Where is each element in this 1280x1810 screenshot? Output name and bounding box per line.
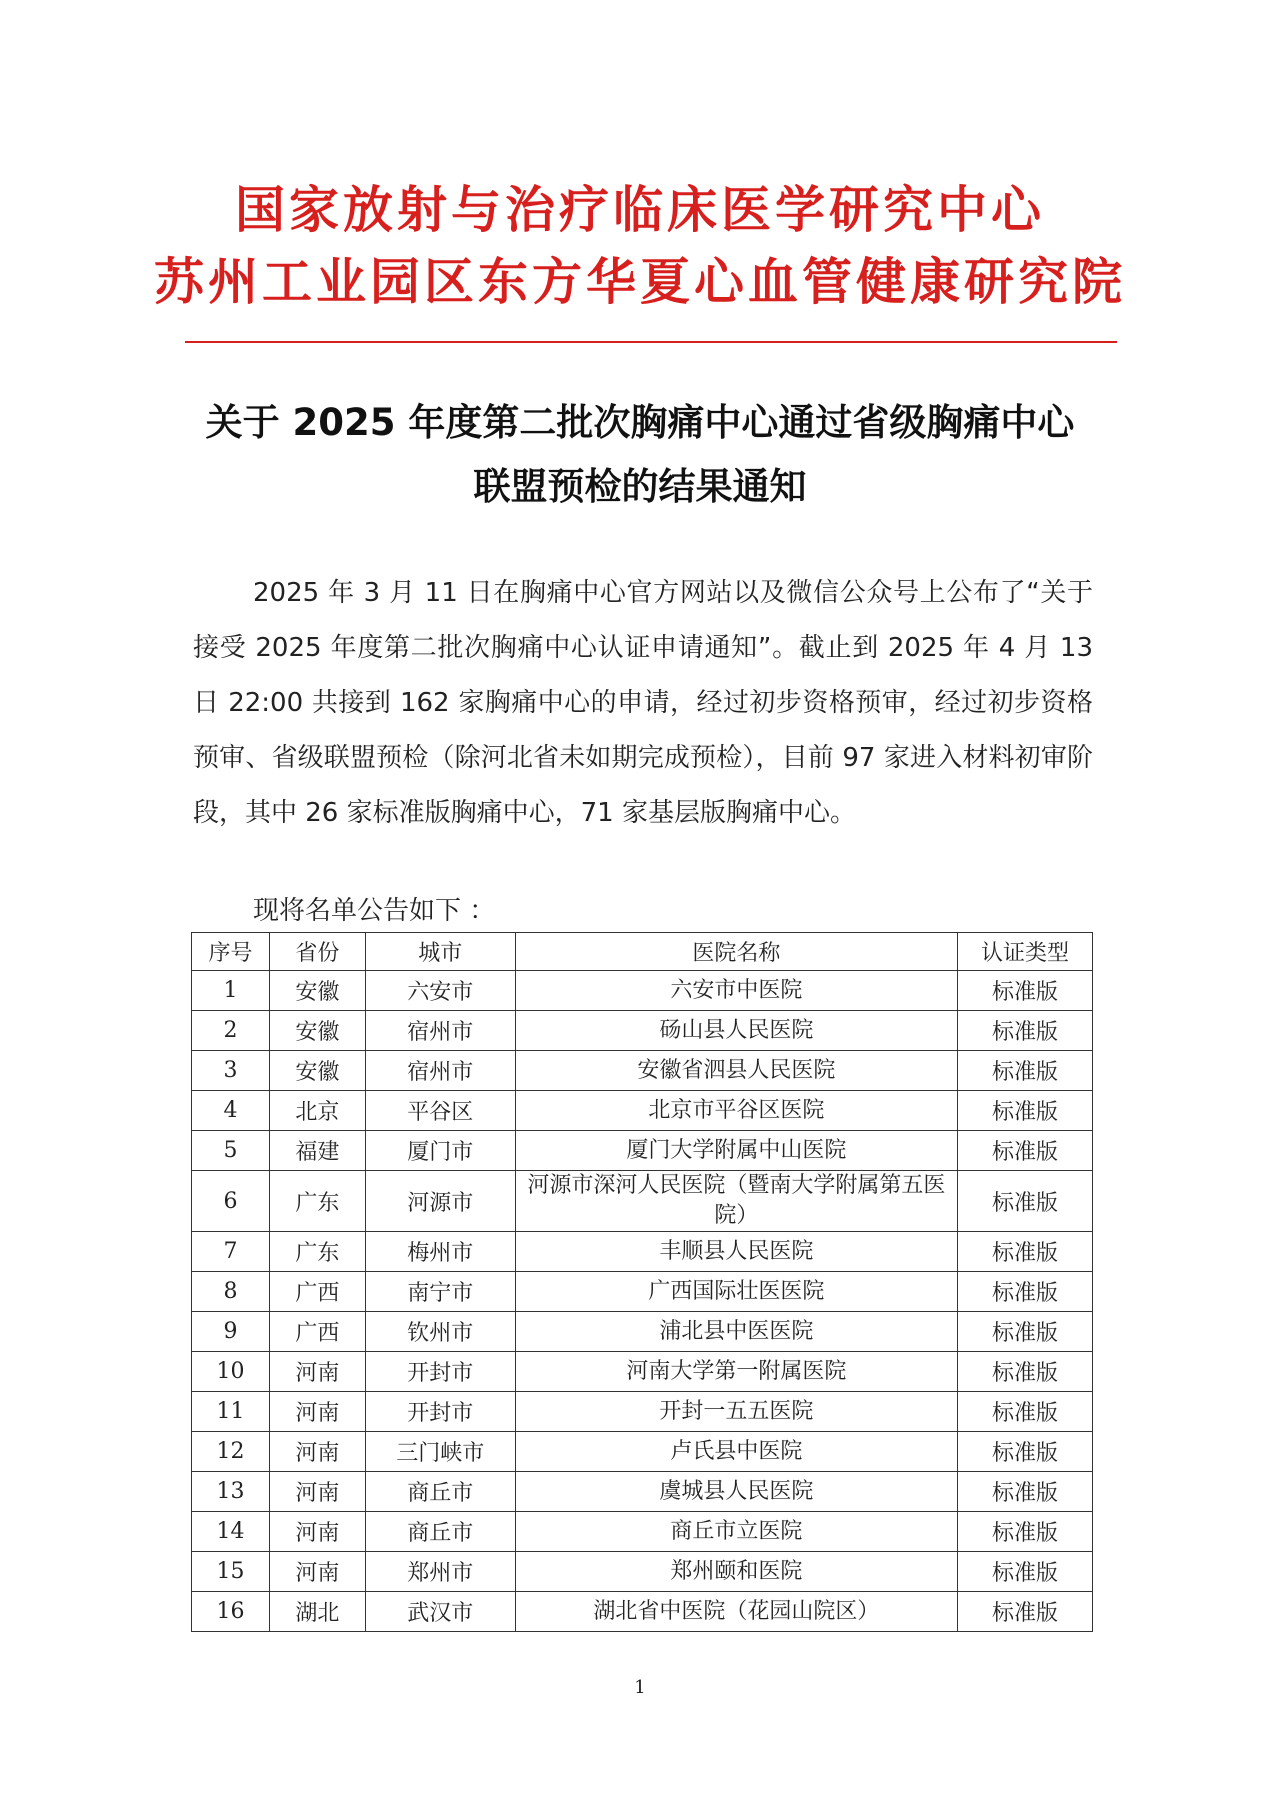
cell-cert-type: 标准版 <box>958 1232 1093 1272</box>
table-row <box>192 1432 1093 1472</box>
organization-name-line-1: 国家放射与治疗临床医学研究中心 <box>235 180 1045 239</box>
cell-hospital-name: 北京市平谷区医院 <box>515 1091 957 1131</box>
cell-index: 14 <box>192 1512 270 1552</box>
table-row <box>192 1352 1093 1392</box>
cell-hospital-name: 湖北省中医院（花园山院区） <box>515 1592 957 1632</box>
cell-province: 广西 <box>269 1272 365 1312</box>
cell-province: 河南 <box>269 1512 365 1552</box>
table-row <box>192 1472 1093 1512</box>
cell-index: 4 <box>192 1091 270 1131</box>
cell-hospital-name: 河源市深河人民医院（暨南大学附属第五医院） <box>515 1171 957 1232</box>
cell-city: 开封市 <box>365 1392 515 1432</box>
cell-city: 商丘市 <box>365 1512 515 1552</box>
cell-city: 宿州市 <box>365 1051 515 1091</box>
cell-index: 11 <box>192 1392 270 1432</box>
cell-city: 开封市 <box>365 1352 515 1392</box>
cell-province: 河南 <box>269 1552 365 1592</box>
cell-hospital-name: 浦北县中医医院 <box>515 1312 957 1352</box>
page-number: 1 <box>634 1677 646 1698</box>
cell-city: 六安市 <box>365 971 515 1011</box>
table-header-row <box>192 933 1093 971</box>
cell-province: 广东 <box>269 1171 365 1232</box>
cell-cert-type: 标准版 <box>958 1392 1093 1432</box>
cell-province: 河南 <box>269 1432 365 1472</box>
header-hospital-name: 医院名称 <box>515 933 957 971</box>
cell-province: 湖北 <box>269 1592 365 1632</box>
cell-cert-type: 标准版 <box>958 1352 1093 1392</box>
cell-province: 北京 <box>269 1091 365 1131</box>
table-row <box>192 1512 1093 1552</box>
cell-cert-type: 标准版 <box>958 1171 1093 1232</box>
cell-city: 钦州市 <box>365 1312 515 1352</box>
cell-province: 安徽 <box>269 971 365 1011</box>
cell-city: 厦门市 <box>365 1131 515 1171</box>
cell-province: 广东 <box>269 1232 365 1272</box>
cell-cert-type: 标准版 <box>958 1472 1093 1512</box>
cell-hospital-name: 虞城县人民医院 <box>515 1472 957 1512</box>
cell-hospital-name: 河南大学第一附属医院 <box>515 1352 957 1392</box>
header-index: 序号 <box>192 933 270 971</box>
table-row <box>192 1051 1093 1091</box>
cell-cert-type: 标准版 <box>958 1312 1093 1352</box>
cell-city: 三门峡市 <box>365 1432 515 1472</box>
cell-hospital-name: 郑州颐和医院 <box>515 1552 957 1592</box>
table-body <box>192 971 1093 1632</box>
cell-index: 1 <box>192 971 270 1011</box>
cell-cert-type: 标准版 <box>958 1432 1093 1472</box>
cell-index: 6 <box>192 1171 270 1232</box>
cell-city: 宿州市 <box>365 1011 515 1051</box>
cell-index: 9 <box>192 1312 270 1352</box>
table-row <box>192 1171 1093 1232</box>
table-row <box>192 1552 1093 1592</box>
document-title-line-2: 联盟预检的结果通知 <box>473 465 807 508</box>
cell-hospital-name: 厦门大学附属中山医院 <box>515 1131 957 1171</box>
list-intro: 现将名单公告如下 ： <box>253 896 496 926</box>
table-row <box>192 971 1093 1011</box>
table-row <box>192 1091 1093 1131</box>
cell-cert-type: 标准版 <box>958 1091 1093 1131</box>
cell-province: 安徽 <box>269 1051 365 1091</box>
header-city: 城市 <box>365 933 515 971</box>
cell-index: 5 <box>192 1131 270 1171</box>
cell-city: 武汉市 <box>365 1592 515 1632</box>
cell-index: 10 <box>192 1352 270 1392</box>
cell-hospital-name: 砀山县人民医院 <box>515 1011 957 1051</box>
table-row <box>192 1312 1093 1352</box>
hospital-list-table <box>191 932 1093 1632</box>
cell-cert-type: 标准版 <box>958 1552 1093 1592</box>
cell-index: 8 <box>192 1272 270 1312</box>
cell-province: 河南 <box>269 1352 365 1392</box>
cell-province: 广西 <box>269 1312 365 1352</box>
cell-cert-type: 标准版 <box>958 1272 1093 1312</box>
cell-cert-type: 标准版 <box>958 1131 1093 1171</box>
cell-hospital-name: 丰顺县人民医院 <box>515 1232 957 1272</box>
cell-cert-type: 标准版 <box>958 971 1093 1011</box>
header-divider <box>185 341 1117 343</box>
cell-province: 河南 <box>269 1472 365 1512</box>
organization-name-line-2: 苏州工业园区东方华夏心血管健康研究院 <box>154 252 1126 311</box>
cell-index: 7 <box>192 1232 270 1272</box>
cell-cert-type: 标准版 <box>958 1051 1093 1091</box>
cell-cert-type: 标准版 <box>958 1011 1093 1051</box>
cell-city: 商丘市 <box>365 1472 515 1512</box>
cell-index: 13 <box>192 1472 270 1512</box>
cell-cert-type: 标准版 <box>958 1592 1093 1632</box>
table-row <box>192 1272 1093 1312</box>
cell-city: 南宁市 <box>365 1272 515 1312</box>
cell-province: 安徽 <box>269 1011 365 1051</box>
cell-hospital-name: 商丘市立医院 <box>515 1512 957 1552</box>
cell-city: 郑州市 <box>365 1552 515 1592</box>
cell-hospital-name: 安徽省泗县人民医院 <box>515 1051 957 1091</box>
cell-province: 福建 <box>269 1131 365 1171</box>
cell-index: 16 <box>192 1592 270 1632</box>
cell-cert-type: 标准版 <box>958 1512 1093 1552</box>
cell-province: 河南 <box>269 1392 365 1432</box>
table-row <box>192 1592 1093 1632</box>
body-paragraph: 2025 年 3 月 11 日在胸痛中心官方网站以及微信公众号上公布了“关于接受 2025 年度第二批次胸痛中心认证申请通知”。截止到 2025 年 4 月 13 日 22:00 共接到 162 家胸痛中心的申请，经过初步资格预审，经过初步资格预审、省级联盟预检（除河北省未如期完成预检），目前 97 家进入材料初审阶段，其中 26 家标准版胸痛中心，71 家基层版胸痛中心。 <box>193 578 1093 828</box>
header-province: 省份 <box>269 933 365 971</box>
cell-city: 梅州市 <box>365 1232 515 1272</box>
table-row <box>192 1011 1093 1051</box>
table-row <box>192 1392 1093 1432</box>
document-title-line-1: 关于 2025 年度第二批次胸痛中心通过省级胸痛中心 <box>205 401 1075 444</box>
cell-hospital-name: 卢氏县中医院 <box>515 1432 957 1472</box>
table-row <box>192 1232 1093 1272</box>
cell-hospital-name: 开封一五五医院 <box>515 1392 957 1432</box>
header-cert-type: 认证类型 <box>958 933 1093 971</box>
cell-hospital-name: 广西国际壮医医院 <box>515 1272 957 1312</box>
cell-index: 3 <box>192 1051 270 1091</box>
cell-city: 平谷区 <box>365 1091 515 1131</box>
cell-index: 2 <box>192 1011 270 1051</box>
cell-city: 河源市 <box>365 1171 515 1232</box>
cell-index: 15 <box>192 1552 270 1592</box>
cell-index: 12 <box>192 1432 270 1472</box>
table-row <box>192 1131 1093 1171</box>
cell-hospital-name: 六安市中医院 <box>515 971 957 1011</box>
